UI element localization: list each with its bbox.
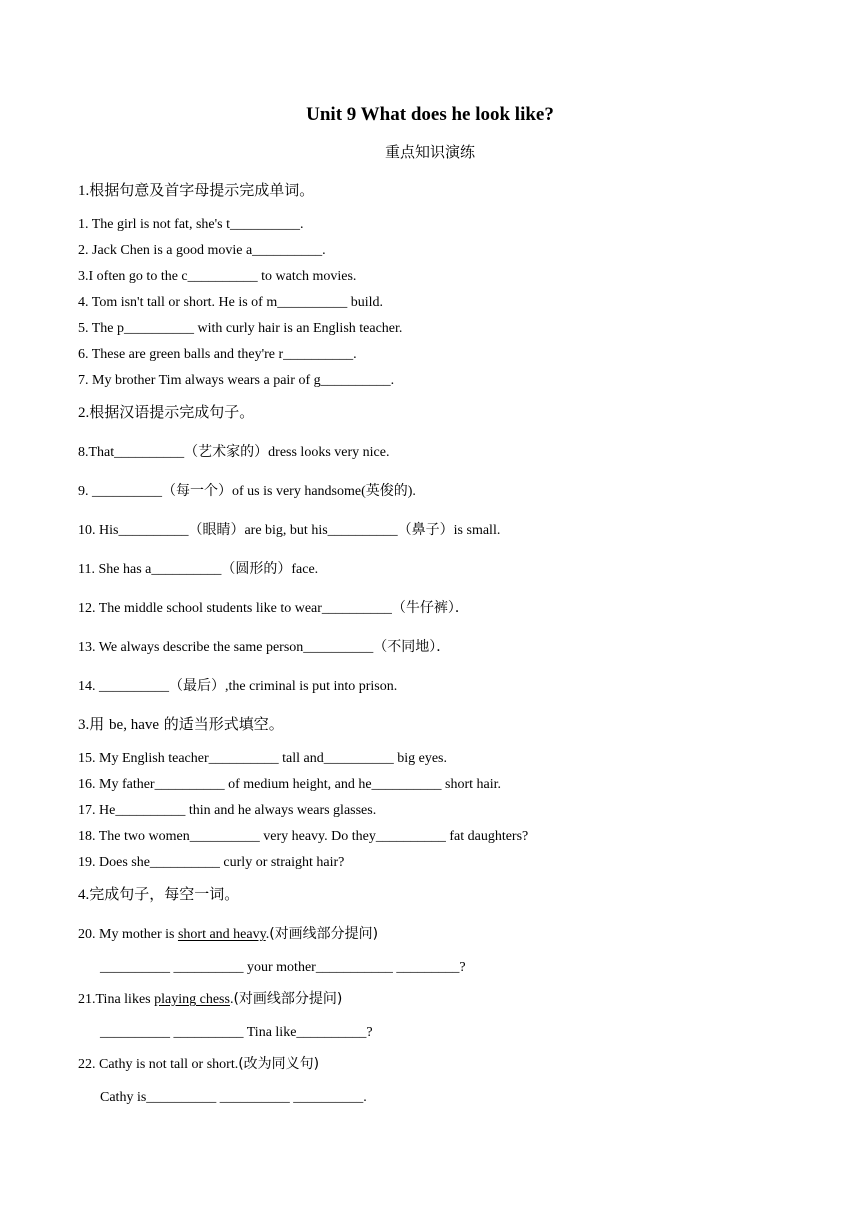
section-heading-4: 4.完成句子，每空一词。 — [78, 885, 240, 903]
section-heading-3: 3.用 be, have 的适当形式填空。 — [78, 715, 284, 733]
question-20: 20. My mother is short and heavy.(对画线部分提问) — [78, 926, 379, 942]
question-17: 17. He__________ thin and he always wears glasses. — [78, 803, 377, 818]
section-heading-2: 2.根据汉语提示完成句子。 — [78, 403, 255, 421]
question-22: 22. Cathy is not tall or short.(改为同义句) — [78, 1056, 320, 1072]
question-5: 5. The p__________ with curly hair is an English teacher. — [78, 321, 403, 336]
question-12: 12. The middle school students like to wear__________（牛仔裤）． — [78, 600, 469, 616]
question-18: 18. The two women__________ very heavy. Do they__________ fat daughters? — [78, 829, 529, 844]
question-2: 2. Jack Chen is a good movie a__________. — [78, 243, 326, 258]
question-6: 6. These are green balls and they're r__________. — [78, 347, 357, 362]
question-4: 4. Tom isn't tall or short. He is of m__________ build. — [78, 295, 383, 310]
section-heading-1: 1.根据句意及首字母提示完成单词。 — [78, 181, 315, 199]
question-21: 21.Tina likes playing chess.(对画线部分提问) — [78, 991, 343, 1007]
question-16: 16. My father__________ of medium height, and he__________ short hair. — [78, 777, 502, 792]
question-11: 11. She has a__________（圆形的）face. — [78, 561, 319, 577]
page-subtitle: 重点知识演练 — [384, 143, 475, 161]
answer-line-20: __________ __________ your mother___________ _________? — [100, 960, 466, 975]
question-8: 8.That__________（艺术家的）dress looks very nice. — [78, 444, 390, 460]
question-13: 13. We always describe the same person__________（不同地）． — [78, 639, 451, 655]
question-3: 3.I often go to the c__________ to watch movies. — [78, 269, 357, 284]
question-14: 14. __________（最后）,the criminal is put into prison. — [78, 678, 398, 694]
question-7: 7. My brother Tim always wears a pair of g__________. — [78, 373, 395, 388]
answer-line-21: __________ __________ Tina like__________? — [100, 1025, 373, 1040]
answer-line-22: Cathy is__________ __________ __________. — [100, 1090, 367, 1105]
question-1: 1. The girl is not fat, she's t__________. — [78, 217, 304, 232]
question-9: 9. __________（每一个）of us is very handsome(英俊的). — [78, 483, 416, 499]
page-title: Unit 9 What does he look like? — [306, 104, 554, 125]
question-19: 19. Does she__________ curly or straight hair? — [78, 855, 345, 870]
question-10: 10. His__________（眼睛）are big, but his__________（鼻子）is small. — [78, 522, 501, 538]
question-15: 15. My English teacher__________ tall and__________ big eyes. — [78, 751, 447, 766]
